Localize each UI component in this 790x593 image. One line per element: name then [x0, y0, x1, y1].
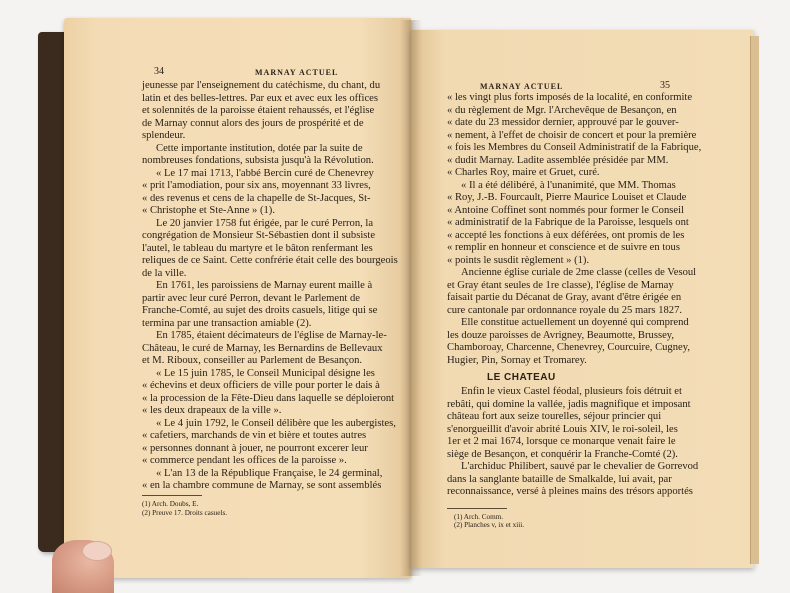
thumbnail-nail — [82, 541, 112, 561]
right-body-text-continued — [447, 386, 699, 499]
left-footnote-1: (1) Arch. Doubs, E. — [142, 500, 199, 508]
text-line: château fort aux seize tourelles, séjour princier qui — [447, 411, 662, 422]
text-line: « des revenus et cens de la chapelle de St-Jacques, St- — [142, 192, 371, 204]
text-line: et Gray étant seules de 1re classe), l'église de Marnay — [447, 279, 674, 291]
text-line: En 1785, étaient décimateurs de l'église de Marnay-le- — [156, 330, 387, 341]
page-edges — [750, 36, 759, 564]
right-body-text — [447, 92, 702, 367]
text-line: siège de Besançon, et conquérir la Franche-Comté (2). — [447, 448, 678, 460]
text-line: « Le 15 juin 1785, le Conseil Municipal désigne les — [156, 367, 375, 379]
text-line: « fois les Membres du Conseil Administratif de la Fabrique, — [447, 142, 702, 153]
left-folio: 34 — [154, 66, 164, 77]
text-line: Enfin le vieux Castel féodal, plusieurs fois détruit et — [461, 386, 682, 397]
text-line: Chamboroay, Charcenne, Chenevrey, Courcuire, Cugney, — [447, 342, 690, 353]
right-footnote-rule — [447, 508, 507, 509]
right-footnote-1: (1) Arch. Comm. — [454, 513, 504, 521]
text-line: et M. Riboux, conseiller au Parlement de Besançon. — [142, 355, 363, 366]
left-footnote-2: (2) Preuve 17. Droits casuels. — [142, 509, 228, 517]
text-line: s'enorgueillit d'avoir abrité Louis XIV, le roi-soleil, les — [447, 423, 678, 435]
text-line: latin et des belles-lettres. Par eux et avec eux les offices — [142, 92, 379, 104]
text-line: de Marnay connut alors des jours de prospérité et de — [142, 117, 364, 129]
text-line: jeunesse par l'enseignement du catéchisme, du chant, du — [142, 80, 381, 91]
text-line: L'archiduc Philibert, sauvé par le chevalier de Gorrevod — [461, 461, 699, 472]
text-line: faisait partie du Décanat de Gray, avant d'être érigée en — [447, 292, 682, 303]
text-line: congrégation de Monsieur St-Sébastien dont il subsiste — [142, 230, 376, 241]
left-footnote-rule — [142, 495, 202, 496]
spine-shadow — [400, 20, 422, 576]
text-line: En 1761, les paroissiens de Marnay eurent maille à — [156, 280, 373, 291]
text-line: « date du 23 messidor dernier, approuvé par le gouver- — [447, 117, 679, 128]
text-line: reliques de ce Saint. Cette confrérie était celle des bourgeois — [142, 255, 398, 266]
text-line: « accepté les fonctions à eux déférées, ont promis de les — [447, 229, 685, 241]
text-line: « les vingt plus forts imposés de la localité, en conformite — [447, 92, 693, 103]
text-line: dans la sanglante bataille de Smalkalde, lui avait, par — [447, 473, 672, 485]
text-line: « en la chambre commune de Marnay, se sont assemblés — [142, 480, 382, 491]
text-line: Château, le curé de Marnay, les Bernardins de Bellevaux — [142, 342, 383, 354]
text-line: « Le 4 juin 1792, le Conseil délibère que les aubergistes, — [156, 417, 396, 429]
right-running-head: MARNAY ACTUEL — [480, 82, 564, 91]
text-line: Hugier, Pin, Sornay et Tromarey. — [447, 354, 587, 366]
text-line: Ancienne église curiale de 2me classe (celles de Vesoul — [461, 267, 697, 278]
text-line: Franche-Comté, au sujet des droits casuels, litige qui se — [142, 305, 378, 316]
text-line: « Antoine Coffinet sont nommés pour former le Conseil — [447, 204, 684, 216]
text-line: « Charles Roy, maire et Gruet, curé. — [447, 167, 600, 178]
text-line: « prit l'amodiation, pour six ans, moyennant 33 livres, — [142, 180, 371, 191]
text-line: Le 20 janvier 1758 fut érigée, par le curé Perron, la — [156, 217, 374, 229]
text-line: « Christophe et Ste-Anne » (1). — [142, 205, 275, 216]
text-line: partir avec leur curé Perron, devant le Parlement de — [142, 292, 360, 304]
text-line: splendeur. — [142, 130, 186, 141]
text-line: reconnaissance, versé à pleines mains des trésors apportés — [447, 486, 693, 497]
text-line: « points le susdit règlement » (1). — [447, 254, 590, 266]
text-line: de la ville. — [142, 267, 187, 279]
text-line: « Il a été délibéré, à l'unanimité, que MM. Thomas — [461, 179, 676, 191]
text-line: « remplir en honneur et conscience et de suivre en tous — [447, 242, 680, 253]
text-line: « du règlement de Mgr. l'Archevêque de Besançon, en — [447, 104, 677, 116]
text-line: rebâti, qui domine la vallée, jadis magnifique et imposant — [447, 398, 691, 410]
text-line: Cette importante institution, dotée par la suite de — [156, 142, 363, 154]
text-line: « échevins et deux officiers de ville pour porter le dais à — [142, 380, 380, 391]
text-line: Elle constitue actuellement un doyenné qui comprend — [461, 317, 689, 328]
text-line: « dudit Marnay. Ladite assemblée présidée par MM. — [447, 154, 669, 166]
left-body-text — [142, 80, 398, 493]
text-line: cure cantonale par ordonnance royale du 25 mars 1827. — [447, 304, 683, 316]
text-line: et solennités de la paroisse étaient rehaussés, et l'église — [142, 105, 375, 116]
text-line: « les deux drapeaux de la ville ». — [142, 405, 282, 416]
text-line: « cafetiers, marchands de vin et bière et toutes autres — [142, 430, 367, 441]
right-footnote-2: (2) Planches v, ix et xiii. — [454, 521, 524, 529]
text-line: l'autel, le tableau du martyre et le bâton renfermant les — [142, 242, 373, 254]
text-line: « la procession de la Fête-Dieu dans laquelle se déploieront — [142, 392, 395, 404]
text-line: « administratif de la Fabrique de la Paroisse, lesquels ont — [447, 217, 689, 228]
text-line: termina par une transaction amiable (2). — [142, 317, 312, 329]
text-line: « Le 17 mai 1713, l'abbé Bercin curé de Chenevrey — [156, 167, 374, 179]
text-line: nombreuses fondations, subsista jusqu'à la Révolution. — [142, 155, 374, 166]
section-heading: LE CHATEAU — [487, 372, 556, 383]
text-line: « Roy, J.-B. Fourcault, Pierre Maurice Louiset et Claude — [447, 192, 687, 203]
right-folio: 35 — [660, 80, 670, 91]
text-line: « commerce pendant les offices de la paroisse ». — [142, 455, 347, 466]
text-line: « personnes donnant à jouer, ne pourront excerer leur — [142, 442, 368, 454]
left-running-head: MARNAY ACTUEL — [255, 68, 339, 77]
text-line: les douze paroisses de Avrigney, Beaumotte, Brussey, — [447, 329, 675, 341]
text-line: 1er et 2 mai 1674, lorsque ce monarque venait faire le — [447, 436, 676, 447]
text-line: « nement, à l'effet de choisir de concert et pour la première — [447, 129, 697, 141]
text-line: « L'an 13 de la République Française, le 24 germinal, — [156, 467, 383, 479]
